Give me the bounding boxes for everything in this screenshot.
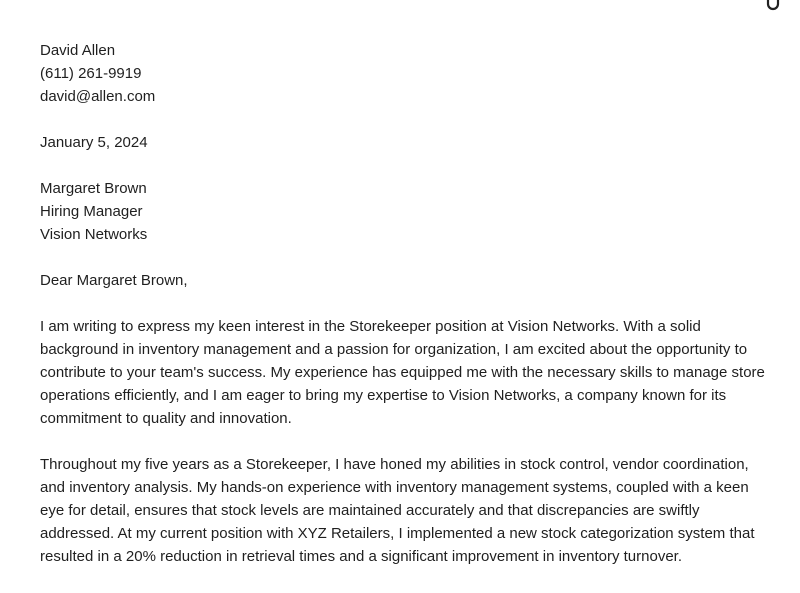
letter-date: January 5, 2024 xyxy=(40,134,148,151)
sender-block xyxy=(40,39,770,108)
cursor-handle-icon xyxy=(766,0,780,12)
body-paragraph: Throughout my five years as a Storekeeper, I have honed my abilities in stock control, vendor coordination, and inventory analysis. My hands-on experience with inventory management systems, coupled with a keen eye for detail, ensures that stock levels are maintained accurately and that discrepancies are swiftly addressed. At my current position with XYZ Retailers, I implemented a new stock categorization system that resulted in a 20% reduction in retrieval times and a significant improvement in inventory turnover. xyxy=(40,456,755,565)
sender-name: David Allen xyxy=(40,42,116,59)
salutation: Dear Margaret Brown, xyxy=(40,272,188,289)
letter-body xyxy=(40,315,770,568)
recipient-title: Hiring Manager xyxy=(40,203,143,220)
recipient-block xyxy=(40,177,770,246)
salutation-block xyxy=(40,269,770,292)
recipient-name: Margaret Brown xyxy=(40,180,147,197)
sender-phone: (611) 261-9919 xyxy=(40,65,142,82)
body-paragraph: I am writing to express my keen interest in the Storekeeper position at Vision Networks. With a solid background in inventory management and a passion for organization, I am excited about the opportunity to contribute to your team's success. My experience has equipped me with the necessary skills to manage store operations efficiently, and I am eager to bring my expertise to Vision Networks, a company known for its commitment to quality and innovation. xyxy=(40,318,765,427)
date-block xyxy=(40,131,770,154)
sender-email: david@allen.com xyxy=(40,88,156,105)
recipient-company: Vision Networks xyxy=(40,226,148,243)
cover-letter xyxy=(40,39,770,568)
